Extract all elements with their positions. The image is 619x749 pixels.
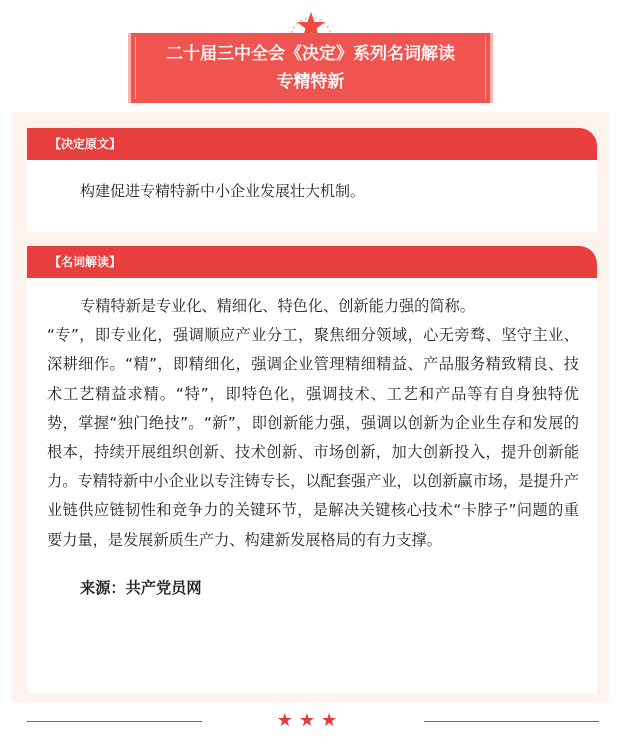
explanation-body — [27, 278, 597, 555]
page-subtitle: 专精特新 — [276, 72, 345, 92]
explanation-first-line: 专精特新是专业化、精细化、特色化、创新能力强的简称。 — [80, 297, 475, 315]
explanation-card — [27, 278, 597, 694]
title-banner — [128, 33, 493, 103]
page-title: 二十届三中全会《决定》系列名词解读 — [166, 44, 455, 64]
explanation-section-header: 【名词解读】 — [27, 246, 597, 278]
footer-divider-left — [27, 721, 202, 722]
decision-section-header: 【决定原文】 — [27, 128, 597, 160]
source-attribution: 来源：共产党员网 — [80, 578, 202, 597]
decision-text: 构建促进专精特新中小企业发展壮大机制。 — [80, 182, 366, 200]
footer-divider-right — [424, 721, 599, 722]
footer-stars-icon: ★★★ — [276, 710, 344, 731]
explanation-paragraph: “专”，即专业化，强调顺应产业分工，聚焦细分领域，心无旁骛、坚守主业、深耕细作。“精”，即精细化，强调企业管理精细精益、产品服务精致精良、技术工艺精益求精。“特”，即特色化，强调技术、工艺和产品等有自身独特优势，掌握“独门绝技”。“新”，即创新能力强，强调以创新为企业生存和发展的根本，持续开展组织创新、技术创新、市场创新，加大创新投入，提升创新能力。专精特新中小企业以专注铸专长，以配套强产业，以创新赢市场，是提升产业链供应链韧性和竞争力的关键环节，是解决关键核心技术“卡脖子”问题的重要力量，是发展新质生产力、构建新发展格局的有力支撑。 — [47, 326, 579, 549]
decision-card — [27, 160, 597, 232]
